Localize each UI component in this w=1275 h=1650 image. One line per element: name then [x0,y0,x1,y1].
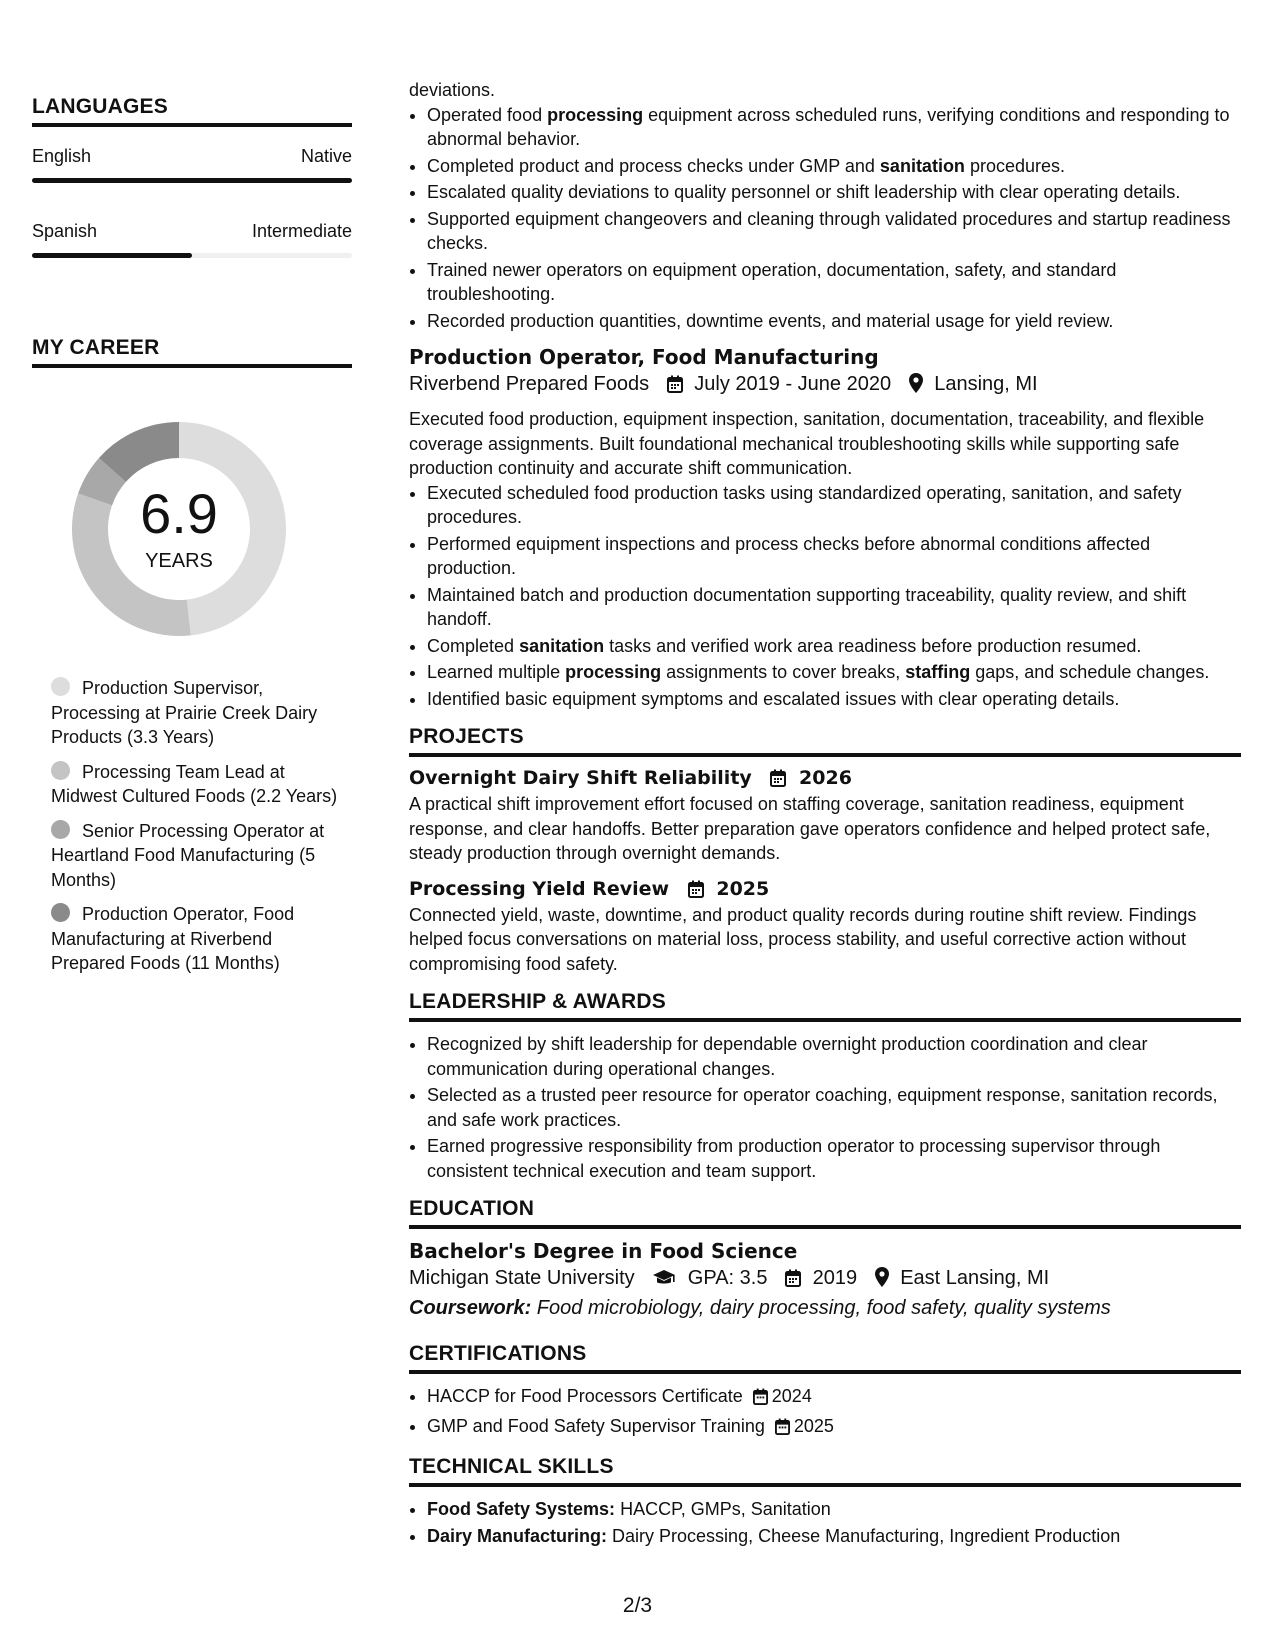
leadership-item: • Earned progressive responsibility from production operator to processing supervisor through consistent technical execution and team support. [427,1134,1241,1183]
bullet-text: equipment across scheduled runs, verifying conditions and responding to abnormal behavior. [427,104,1230,149]
education-location: East Lansing, MI [900,1267,1050,1289]
project-year: 2025 [716,877,770,900]
gpa: GPA: 3.5 [687,1267,768,1289]
career-legend-item [51,676,341,750]
career-heading: MY CAREER [32,336,352,368]
career-legend-item [51,760,341,809]
degree: Bachelor's Degree in Food Science [409,1239,798,1263]
bullet-item [427,634,1241,659]
leadership-item: • Selected as a trusted peer resource for operator coaching, equipment response, sanitation records, and safe work practices. [427,1083,1241,1132]
experience-bullets [409,103,1241,334]
language-name: English [32,146,92,166]
job-bullets [409,481,1241,712]
job-meta [409,373,1241,399]
project-title: Processing Yield Review [409,877,670,900]
skill-item [427,1497,1241,1522]
bullet-item [427,532,1241,581]
total-years: 6.9 [140,482,218,545]
bullet-text: assignments to cover breaks, [661,662,906,682]
calendar-icon [753,1387,768,1412]
bullet-text: Trained newer operators on equipment operation, documentation, safety, and standard troubleshooting. [427,259,1117,304]
project-description: Connected yield, waste, downtime, and product quality records during routine shift review. Findings helped focus conversations on material loss, process stability, and useful corrective action without compromising food safety. [409,904,1197,974]
calendar-icon [667,375,683,399]
bullet-text: gaps, and schedule changes. [970,662,1210,682]
language-bar-fill [32,253,192,258]
coursework-text: Food microbiology, dairy processing, food safety, quality systems [531,1297,1111,1319]
project-title-row [409,767,1241,792]
job-summary: Executed food production, equipment inspection, sanitation, documentation, traceability, and flexible coverage assignments. Built foundational mechanical troubleshooting skills while supporting safe production continuity and accurate shift communication. [409,409,1205,478]
projects-heading: PROJECTS [409,725,1241,757]
map-pin-icon [875,1267,889,1293]
map-pin-icon [909,373,923,399]
certification-year: 2024 [771,1386,812,1406]
project-title: Overnight Dairy Shift Reliability [409,767,752,789]
certifications-list [409,1384,1241,1441]
calendar-icon [775,1417,790,1442]
bullet-item [427,481,1241,530]
bullet-text: Identified basic equipment symptoms and escalated issues with clear operating details. [427,688,1120,709]
career-legend-text: Production Supervisor, Processing at Prairie Creek Dairy Products (3.3 Years) [51,678,318,747]
certification-year: 2025 [793,1415,834,1436]
certification-item [427,1384,1241,1412]
career-legend-text: Senior Processing Operator at Heartland Food Manufacturing (5 Months) [51,820,325,890]
certifications-heading: CERTIFICATIONS [409,1342,1241,1374]
project-title-row [409,878,1241,903]
certification-name: HACCP for Food Processors Certificate [427,1386,743,1406]
job-location: Lansing, MI [934,373,1038,395]
language-level: Native [300,146,352,166]
career-legend [51,676,341,986]
bullet-text: procedures. [964,155,1065,176]
bullet-text: Recorded production quantities, downtime events, and material usage for yield review. [427,310,1114,331]
skills-heading: TECHNICAL SKILLS [409,1455,1241,1487]
bullet-text: Completed product and process checks under GMP and [427,155,880,176]
bullet-item [427,103,1241,152]
language-bar [32,178,352,183]
bullet-item [427,154,1241,179]
bullet-keyword: processing [565,662,662,682]
leadership-item: • Recognized by shift leadership for dependable overnight production coordination and clear communication during operational changes. [427,1032,1241,1081]
bullet-item [427,583,1241,632]
bullet-text: Learned multiple [427,662,566,682]
coursework-label: Coursework: [409,1297,532,1319]
bullet-item [427,687,1241,712]
career-legend-text: Processing Team Lead at Midwest Cultured Foods (2.2 Years) [51,761,338,806]
career-donut-chart [66,416,292,642]
language-bar [32,253,352,258]
bullet-text: Maintained batch and production documentation supporting traceability, quality review, and shift handoff. [427,584,1187,629]
language-bar-fill [32,178,352,183]
certification-item [427,1414,1241,1442]
career-legend-text: Production Operator, Food Manufacturing at Riverbend Prepared Foods (11 Months) [51,904,295,973]
skill-value: HACCP, GMPs, Sanitation [615,1499,831,1519]
bullet-item [427,180,1241,205]
project-description: A practical shift improvement effort focused on staffing coverage, sanitation readiness, equipment response, and clear handoffs. Better preparation gave operators confidence and helped protect safe, steady production through overnight demands. [409,794,1211,863]
language-name: Spanish [32,221,98,241]
leadership-bullets [409,1032,1241,1183]
calendar-icon [785,1269,801,1293]
school: Michigan State University [409,1267,635,1289]
bullet-text: tasks and verified work area readiness before production resumed. [604,635,1142,656]
years-label: YEARS [145,550,213,572]
skill-label: Food Safety Systems: [427,1499,616,1519]
leadership-heading: LEADERSHIP & AWARDS [409,990,1241,1022]
job-title: Production Operator, Food Manufacturing [409,345,879,369]
bullet-item [427,660,1241,685]
bullet-item [427,309,1241,334]
education-year: 2019 [812,1267,858,1289]
page-number: 2/3 [622,1594,653,1617]
career-legend-item [51,819,341,893]
education-heading: EDUCATION [409,1197,1241,1229]
bullet-keyword: staffing [905,662,971,682]
bullet-keyword: sanitation [879,155,965,176]
bullet-text: Supported equipment changeovers and cleaning through validated procedures and startup readiness checks. [427,208,1231,253]
certification-name: GMP and Food Safety Supervisor Training [427,1415,765,1436]
language-level: Intermediate [251,221,352,241]
bullet-text: Operated food [427,104,548,125]
skill-label: Dairy Manufacturing: [427,1525,608,1546]
skill-item [427,1524,1241,1549]
bullet-text: Completed [427,635,520,656]
bullet-text: Escalated quality deviations to quality personnel or shift leadership with clear operating details. [427,182,1181,202]
legend-dot [51,903,70,922]
project-year: 2026 [799,767,852,789]
graduation-cap-icon [652,1269,676,1293]
education-meta [409,1267,1241,1293]
calendar-icon [770,769,786,792]
legend-dot [51,761,70,780]
bullet-text: Executed scheduled food production tasks using standardized operating, sanitation, and safety procedures. [427,482,1182,527]
skill-value: Dairy Processing, Cheese Manufacturing, Ingredient Production [607,1525,1121,1546]
legend-dot [51,677,70,696]
bullet-keyword: processing [547,104,644,125]
main-content [409,0,1241,1550]
experience-continued-text: deviations. [409,80,496,100]
bullet-text: Performed equipment inspections and process checks before abnormal conditions affected production. [427,533,1151,578]
bullet-item [427,207,1241,256]
bullet-item [427,258,1241,307]
career-legend-item [51,902,341,976]
calendar-icon [688,880,704,903]
languages-heading: LANGUAGES [32,95,352,127]
job-dates: July 2019 - June 2020 [694,373,892,395]
legend-dot [51,820,70,839]
skills-list [409,1497,1241,1548]
coursework [409,1297,1241,1320]
bullet-keyword: sanitation [519,635,605,656]
job-company: Riverbend Prepared Foods [409,373,650,395]
